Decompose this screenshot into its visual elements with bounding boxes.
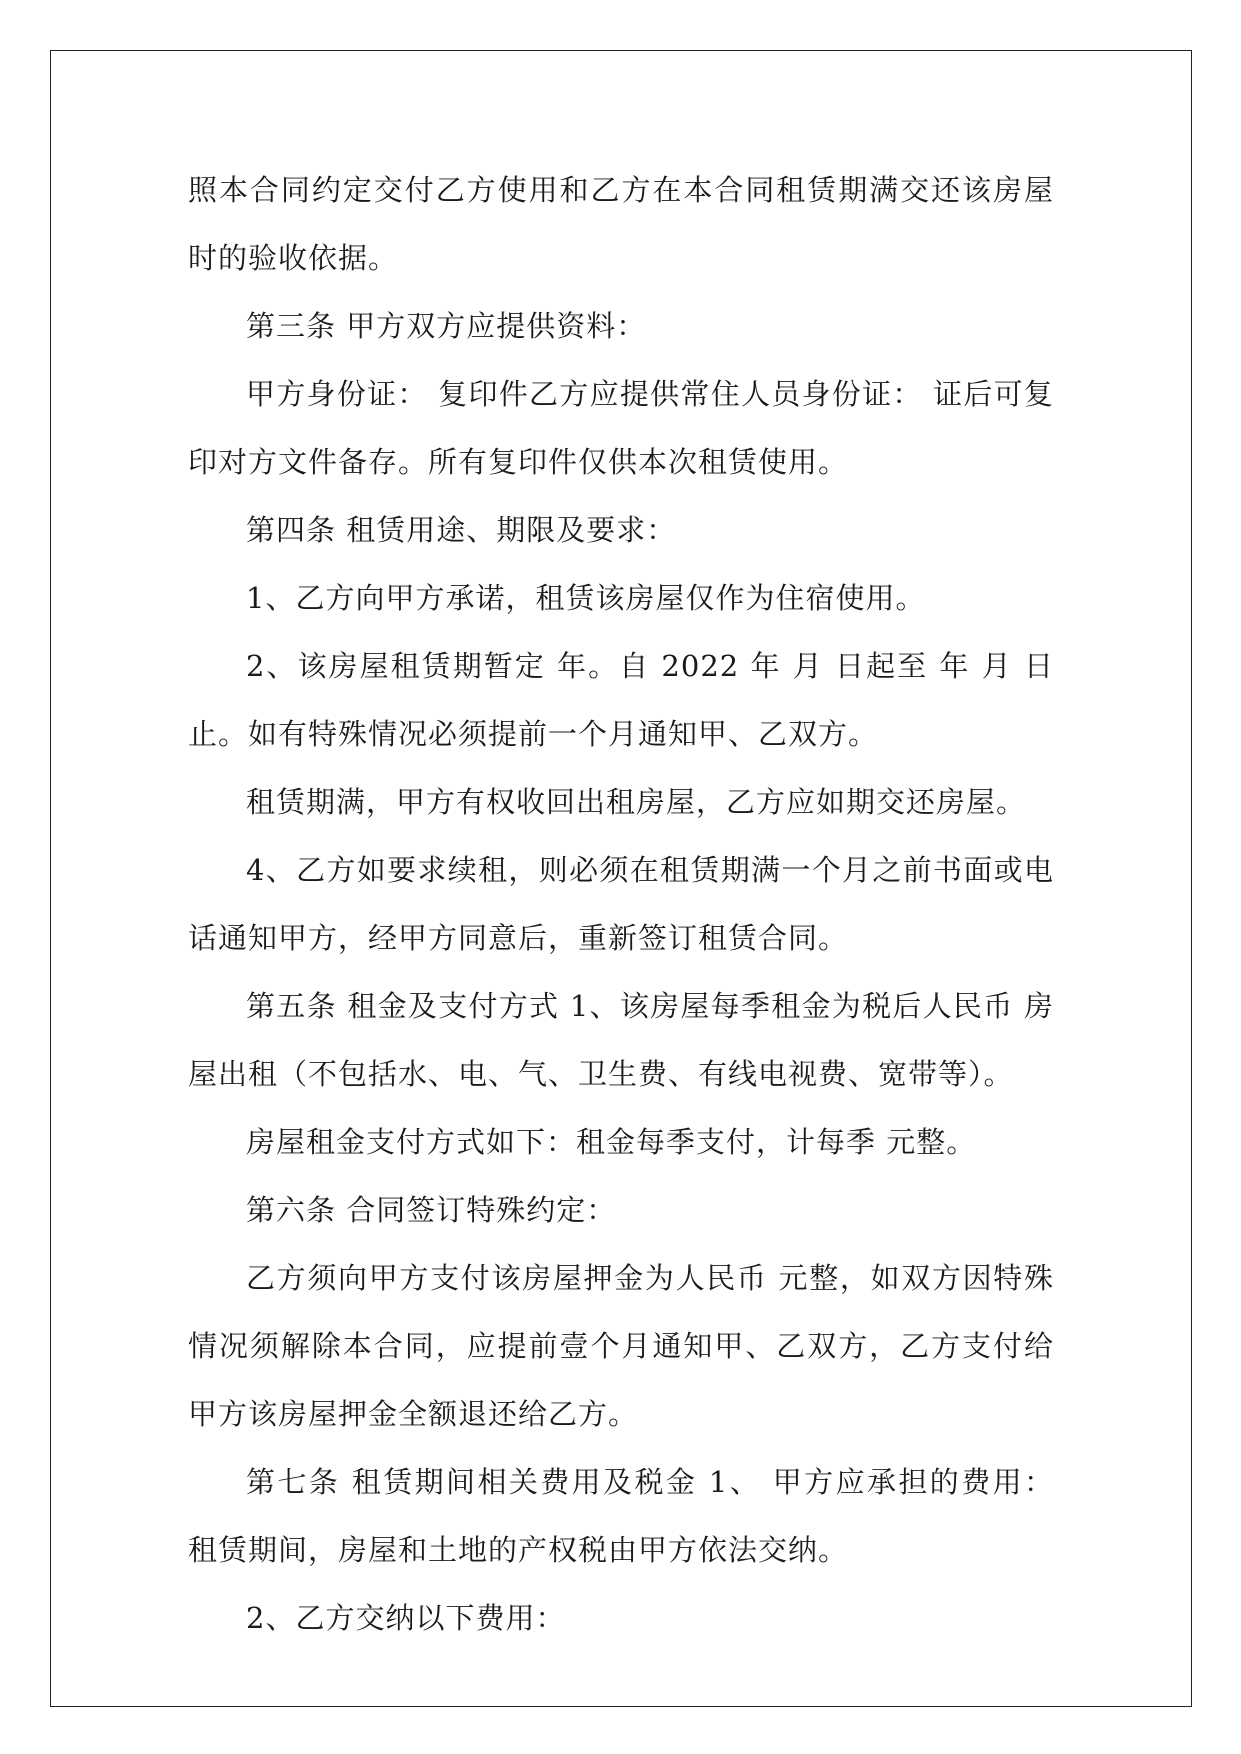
paragraph-10-payment: 房屋租金支付方式如下：租金每季支付，计每季 元整。 <box>246 1125 977 1159</box>
paragraph-5-usage: 1、乙方向甲方承诺，租赁该房屋仅作为住宿使用。 <box>246 581 926 615</box>
paragraph-1: 照本合同约定交付乙方使用和乙方在本合同租赁期满交还该房屋时的验收依据。 <box>188 173 1054 275</box>
paragraph-12-deposit: 乙方须向甲方支付该房屋押金为人民币 元整，如双方因特殊情况须解除本合同，应提前壹个月通知甲、乙双方，乙方支付给甲方该房屋押金全额退还给乙方。 <box>188 1261 1054 1431</box>
paragraph-14-tenant-fees: 2、乙方交纳以下费用： <box>246 1601 566 1635</box>
paragraph-8-renewal: 4、乙方如要求续租，则必须在租赁期满一个月之前书面或电话通知甲方，经甲方同意后，重新签订租赁合同。 <box>188 853 1054 955</box>
paragraph-11-article-6-heading: 第六条 合同签订特殊约定： <box>246 1193 617 1227</box>
paragraph-2-article-3-heading: 第三条 甲方双方应提供资料： <box>246 309 647 343</box>
paragraph-13-article-7-fees: 第七条 租赁期间相关费用及税金 1、 甲方应承担的费用： 租赁期间，房屋和土地的产权税由甲方依法交纳。 <box>188 1465 1054 1567</box>
paragraph-9-article-5-rent: 第五条 租金及支付方式 1、该房屋每季租金为税后人民币 房屋出租（不包括水、电、气、卫生费、有线电视费、宽带等）。 <box>188 989 1054 1091</box>
paragraph-3-id-documents: 甲方身份证： 复印件乙方应提供常住人员身份证： 证后可复印对方文件备存。所有复印件仅供本次租赁使用。 <box>188 377 1054 479</box>
document-body <box>188 156 1054 1652</box>
paragraph-6-term: 2、该房屋租赁期暂定 年。自 2022 年 月 日起至 年 月 日止。如有特殊情况必须提前一个月通知甲、乙双方。 <box>188 649 1054 751</box>
paragraph-4-article-4-heading: 第四条 租赁用途、期限及要求： <box>246 513 677 547</box>
paragraph-7-expiry: 租赁期满，甲方有权收回出租房屋，乙方应如期交还房屋。 <box>246 785 1027 819</box>
